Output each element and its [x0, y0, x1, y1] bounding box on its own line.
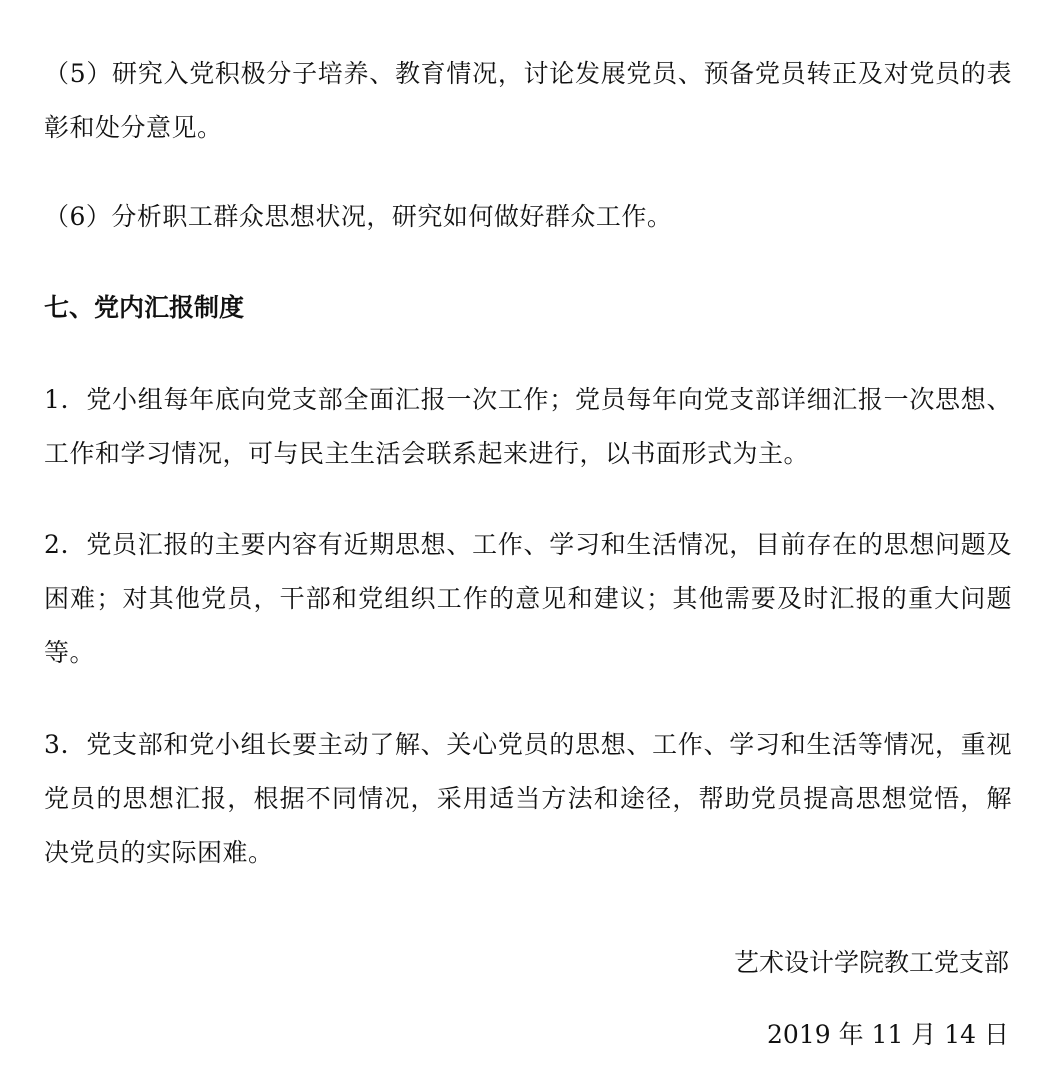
signature-organization: 艺术设计学院教工党支部 [733, 948, 1009, 977]
paragraph-5: （5）研究入党积极分子培养、教育情况，讨论发展党员、预备党员转正及对党员的表彰和处分意见。 [44, 59, 1012, 142]
list-item: 2．党员汇报的主要内容有近期思想、工作、学习和生活情况，目前存在的思想问题及困难；对其他党员，干部和党组织工作的意见和建议；其他需要及时汇报的重大问题等。 [44, 530, 1012, 667]
signature-block [734, 936, 1009, 1062]
list-item: 1．党小组每年底向党支部全面汇报一次工作；党员每年向党支部详细汇报一次思想、工作和学习情况，可与民主生活会联系起来进行，以书面形式为主。 [44, 385, 1012, 468]
signature-date: 2019 年 11 月 14 日 [767, 1020, 1009, 1049]
list-item: 3．党支部和党小组长要主动了解、关心党员的思想、工作、学习和生活等情况，重视党员的思想汇报，根据不同情况，采用适当方法和途径，帮助党员提高思想觉悟，解决党员的实际困难。 [44, 730, 1012, 867]
paragraph-6: （6）分析职工群众思想状况，研究如何做好群众工作。 [44, 202, 673, 231]
section-heading: 七、党内汇报制度 [44, 293, 245, 322]
